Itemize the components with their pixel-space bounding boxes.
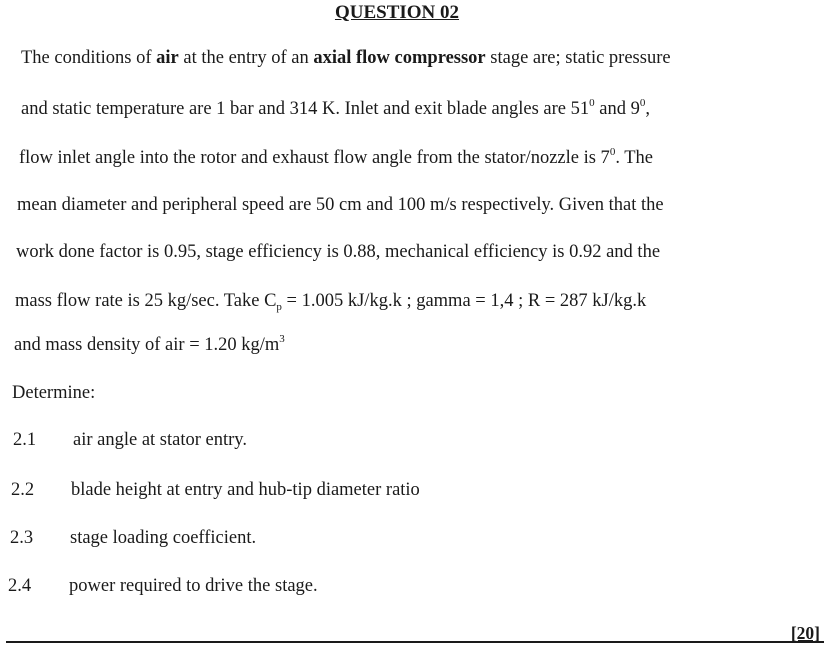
text-span: mass flow rate is 25 kg/sec. Take C — [15, 291, 277, 311]
bold-term-compressor: axial flow compressor — [313, 48, 486, 68]
degree-superscript: 0 — [609, 146, 616, 158]
marks-total: [20] — [790, 623, 820, 643]
text-span: The conditions of — [21, 48, 157, 68]
paragraph-line-4: mean diameter and peripheral speed are 50 cm and 100 m/s respectively. Given that the — [17, 195, 664, 215]
list-item — [8, 574, 318, 598]
degree-superscript: 0 — [589, 97, 595, 109]
paragraph-line-2 — [21, 97, 650, 121]
bottom-divider — [6, 641, 824, 643]
question-title: QUESTION 02 — [334, 2, 460, 23]
paragraph-line-7 — [14, 333, 285, 357]
item-number: 2.3 — [10, 528, 34, 548]
item-number: 2.1 — [13, 430, 37, 450]
text-span: and static temperature are 1 bar and 314 K. Inlet and exit blade angles are 51 — [21, 99, 590, 119]
text-span: stage are; static pressure — [485, 48, 671, 68]
item-number: 2.2 — [11, 480, 35, 500]
text-span: at the entry of an — [178, 48, 314, 68]
determine-label: Determine: — [12, 383, 96, 403]
list-item — [10, 526, 256, 550]
bold-term-air: air — [156, 48, 179, 68]
text-span: . The — [615, 148, 653, 168]
text-span: and mass density of air = 1.20 kg/m — [14, 335, 280, 355]
item-text: air angle at stator entry. — [73, 430, 247, 450]
text-span: , — [645, 99, 650, 119]
cubed-superscript: 3 — [279, 333, 285, 345]
list-item — [11, 478, 420, 502]
text-span: flow inlet angle into the rotor and exhaust flow angle from the stator/nozzle is 7 — [19, 148, 610, 168]
degree-superscript: 0 — [639, 97, 646, 109]
item-text: blade height at entry and hub-tip diameter ratio — [71, 480, 420, 500]
paragraph-line-5: work done factor is 0.95, stage efficiency is 0.88, mechanical efficiency is 0.92 and the — [16, 242, 661, 262]
item-text: stage loading coefficient. — [70, 528, 257, 548]
paragraph-line-3 — [19, 146, 653, 170]
text-span: and 9 — [594, 99, 640, 119]
paragraph-line-6 — [15, 289, 646, 313]
item-text: power required to drive the stage. — [69, 576, 318, 596]
text-span: = 1.005 kJ/kg.k ; gamma = 1,4 ; R = 287 kJ/kg.k — [281, 291, 647, 311]
paragraph-line-1 — [21, 46, 671, 70]
list-item — [13, 428, 247, 452]
subscript-p: p — [276, 301, 282, 313]
item-number: 2.4 — [8, 576, 32, 596]
